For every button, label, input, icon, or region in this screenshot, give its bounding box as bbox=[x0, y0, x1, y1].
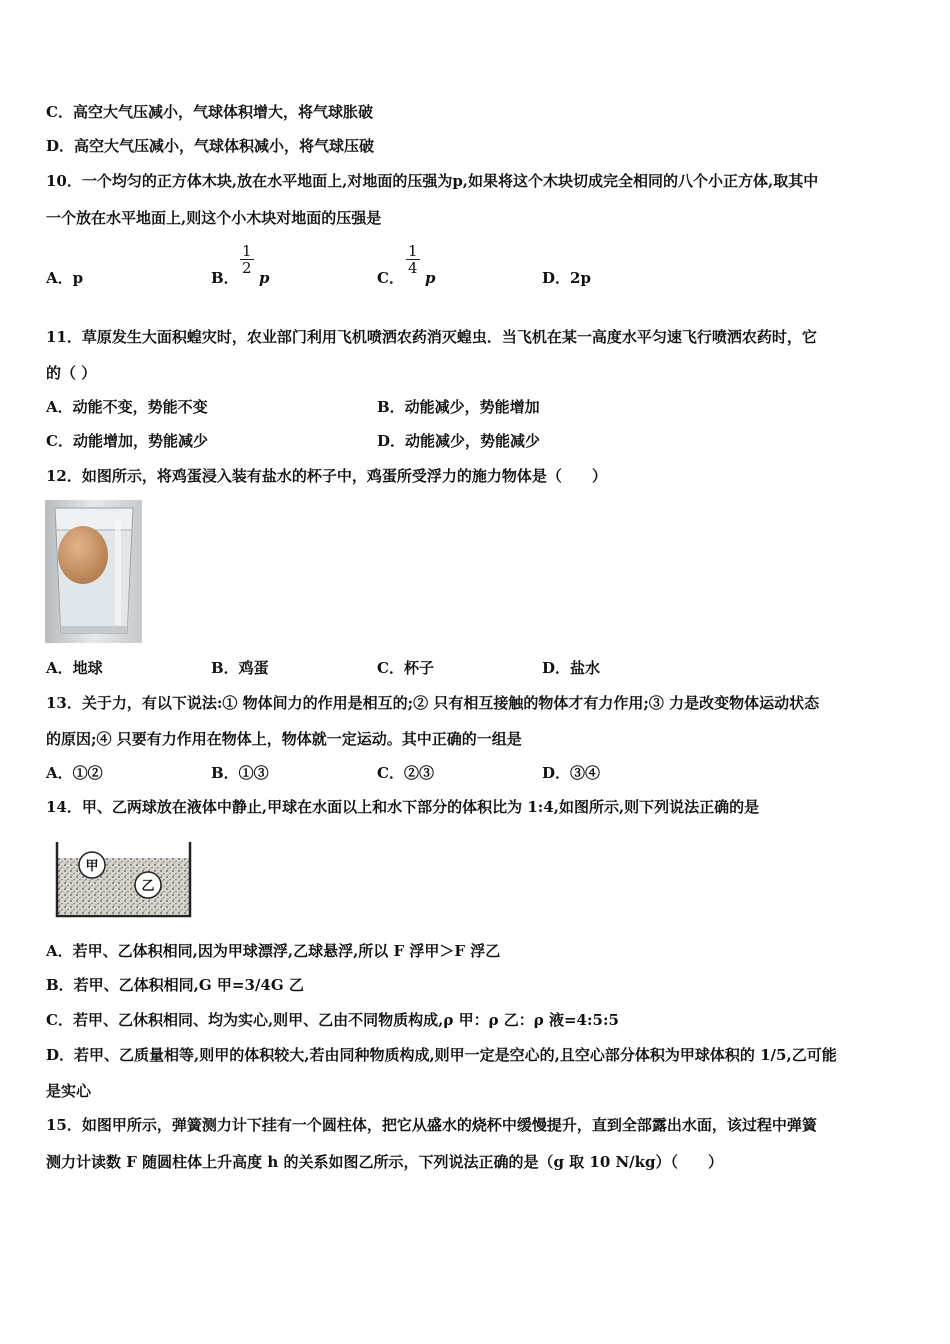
q12-option-b: B．鸡蛋 bbox=[211, 659, 269, 677]
q13-option-c: C．②③ bbox=[377, 764, 434, 782]
q10-option-b-fraction bbox=[240, 243, 254, 276]
q11-option-c: C．动能增加，势能减少 bbox=[46, 432, 208, 450]
q9-option-c: C．高空大气压减小，气球体积增大，将气球胀破 bbox=[46, 103, 373, 121]
q10-option-b-numerator: 1 bbox=[242, 242, 252, 260]
q15-stem-line2: 测力计读数 F 随圆柱体上升高度 h 的关系如图乙所示，下列说法正确的是（g 取 10 N/kg）（ ） bbox=[46, 1153, 724, 1171]
egg-in-glass-image bbox=[45, 500, 142, 643]
q11-option-d: D．动能减少，势能减少 bbox=[377, 432, 541, 450]
q13-option-b: B．①③ bbox=[211, 764, 269, 782]
q12-option-d: D．盐水 bbox=[542, 659, 601, 677]
q10-option-c-var: p bbox=[425, 269, 436, 287]
ball-jia-label: 甲 bbox=[85, 859, 99, 874]
q13-option-d: D．③④ bbox=[542, 764, 601, 782]
q10-option-c-label: C． bbox=[377, 269, 404, 287]
q13-stem-line2: 的原因;④ 只要有力作用在物体上，物体就一定运动。其中正确的一组是 bbox=[46, 730, 522, 748]
q10-option-b-var: p bbox=[259, 269, 270, 287]
q9-option-d: D．高空大气压减小，气球体积减小，将气球压破 bbox=[46, 137, 375, 155]
q15-stem-line1: 15．如图甲所示，弹簧测力计下挂有一个圆柱体，把它从盛水的烧杯中缓慢提升，直到全部露出水面，该过程中弹簧 bbox=[46, 1116, 817, 1134]
q14-option-d-line1: D．若甲、乙质量相等,则甲的体积较大,若由同种物质构成,则甲一定是空心的,且空心部分体积为甲球体积的 1/5,乙可能 bbox=[46, 1046, 837, 1064]
q10-option-c-denominator: 4 bbox=[408, 259, 418, 277]
ball-yi-label: 乙 bbox=[141, 879, 155, 894]
q14-option-d-line2: 是实心 bbox=[46, 1082, 92, 1100]
q10-option-c-numerator: 1 bbox=[408, 242, 418, 260]
q14-option-c: C．若甲、乙休积相同、均为实心,则甲、乙由不同物质构成,ρ 甲：ρ 乙：ρ 液=4:5:5 bbox=[46, 1011, 619, 1029]
q12-option-a: A．地球 bbox=[46, 659, 103, 677]
q12-option-c: C．杯子 bbox=[377, 659, 434, 677]
q14-option-a: A．若甲、乙体积相同,因为甲球漂浮,乙球悬浮,所以 F 浮甲＞F 浮乙 bbox=[46, 942, 501, 960]
q11-stem-line2: 的（ ） bbox=[46, 364, 97, 382]
q10-option-b-denominator: 2 bbox=[242, 259, 252, 277]
q10-stem-line1: 10．一个均匀的正方体木块,放在水平地面上,对地面的压强为p,如果将这个木块切成完全相同的八个小正方体,取其中 bbox=[46, 172, 819, 190]
q14-option-b: B．若甲、乙体积相同,G 甲=3/4G 乙 bbox=[46, 976, 304, 994]
q10-stem-line2: 一个放在水平地面上,则这个小木块对地面的压强是 bbox=[46, 209, 382, 227]
q10-option-a: A．p bbox=[46, 269, 84, 287]
q10-option-d: D．2p bbox=[542, 269, 591, 287]
q12-stem: 12．如图所示，将鸡蛋浸入装有盐水的杯子中，鸡蛋所受浮力的施力物体是（ ） bbox=[46, 467, 607, 485]
q13-stem-line1: 13．关于力，有以下说法:① 物体间力的作用是相互的;② 只有相互接触的物体才有力作用;③ 力是改变物体运动状态 bbox=[46, 694, 820, 712]
q14-stem: 14．甲、乙两球放在液体中静止,甲球在水面以上和水下部分的体积比为 1:4,如图所示,则下列说法正确的是 bbox=[46, 798, 760, 816]
q10-option-b-label: B． bbox=[211, 269, 239, 287]
q11-stem-line1: 11．草原发生大面积蝗灾时，农业部门利用飞机喷洒农药消灭蝗虫．当飞机在某一高度水平匀速飞行喷洒农药时，它 bbox=[46, 328, 817, 346]
q11-option-a: A．动能不变，势能不变 bbox=[46, 398, 208, 416]
q13-option-a: A．①② bbox=[46, 764, 103, 782]
two-balls-in-liquid-diagram bbox=[52, 840, 196, 920]
q10-option-c-fraction bbox=[406, 243, 420, 276]
q11-option-b: B．动能减少，势能增加 bbox=[377, 398, 540, 416]
